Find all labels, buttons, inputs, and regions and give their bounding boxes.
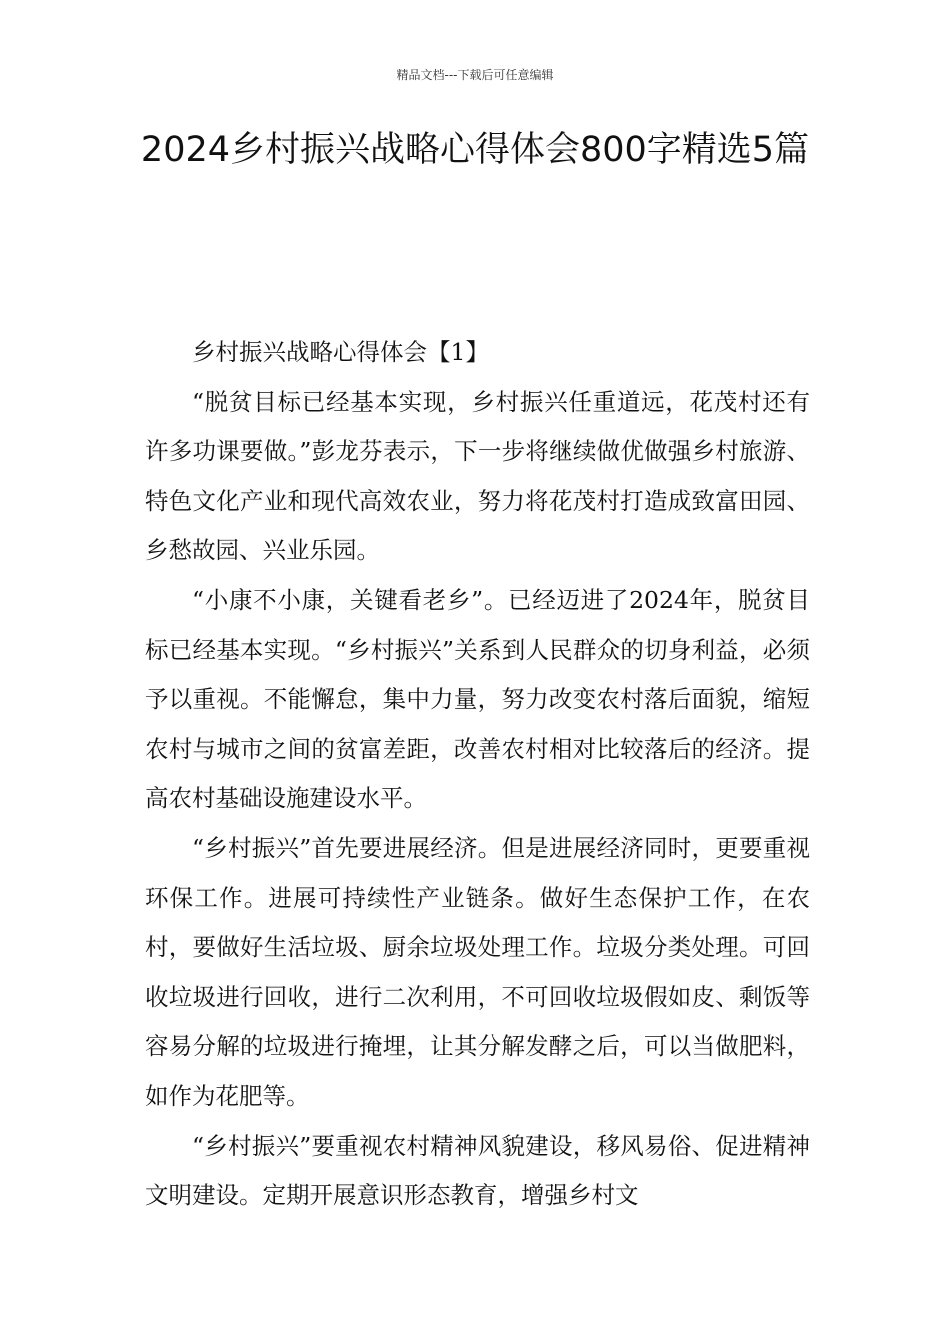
document-title: 2024乡村振兴战略心得体会800字精选5篇 — [140, 130, 810, 170]
paragraph-3: “乡村振兴”首先要进展经济。但是进展经济同时，更要重视环保工作。进展可持续性产业链条。做好生态保护工作，在农村，要做好生活垃圾、厨余垃圾处理工作。垃圾分类处理。可回收垃圾进行回收，进行二次利用，不可回收垃圾假如皮、剩饭等容易分解的垃圾进行掩埋，让其分解发酵之后，可以当做肥料，如作为花肥等。 — [145, 833, 810, 1110]
paragraph-4: “乡村振兴”要重视农村精神风貌建设，移风易俗、促进精神文明建设。定期开展意识形态教育，增强乡村文 — [145, 1131, 810, 1210]
paragraph-2: “小康不小康，关键看老乡”。已经迈进了2024年，脱贫目标已经基本实现。“乡村振兴”关系到人民群众的切身利益，必须予以重视。不能懈怠，集中力量，努力改变农村落后面貌，缩短农村与城市之间的贫富差距，改善农村相对比较落后的经济。提高农村基础设施建设水平。 — [145, 585, 810, 813]
document-body — [145, 328, 810, 1221]
paragraph-1: “脱贫目标已经基本实现，乡村振兴任重道远，花茂村还有许多功课要做。”彭龙芬表示，下一步将继续做优做强乡村旅游、特色文化产业和现代高效农业，努力将花茂村打造成致富田园、乡愁故园、兴业乐园。 — [145, 387, 810, 565]
header-note: 精品文档---下载后可任意编辑 — [396, 68, 554, 82]
section-heading: 乡村振兴战略心得体会【1】 — [192, 338, 489, 366]
